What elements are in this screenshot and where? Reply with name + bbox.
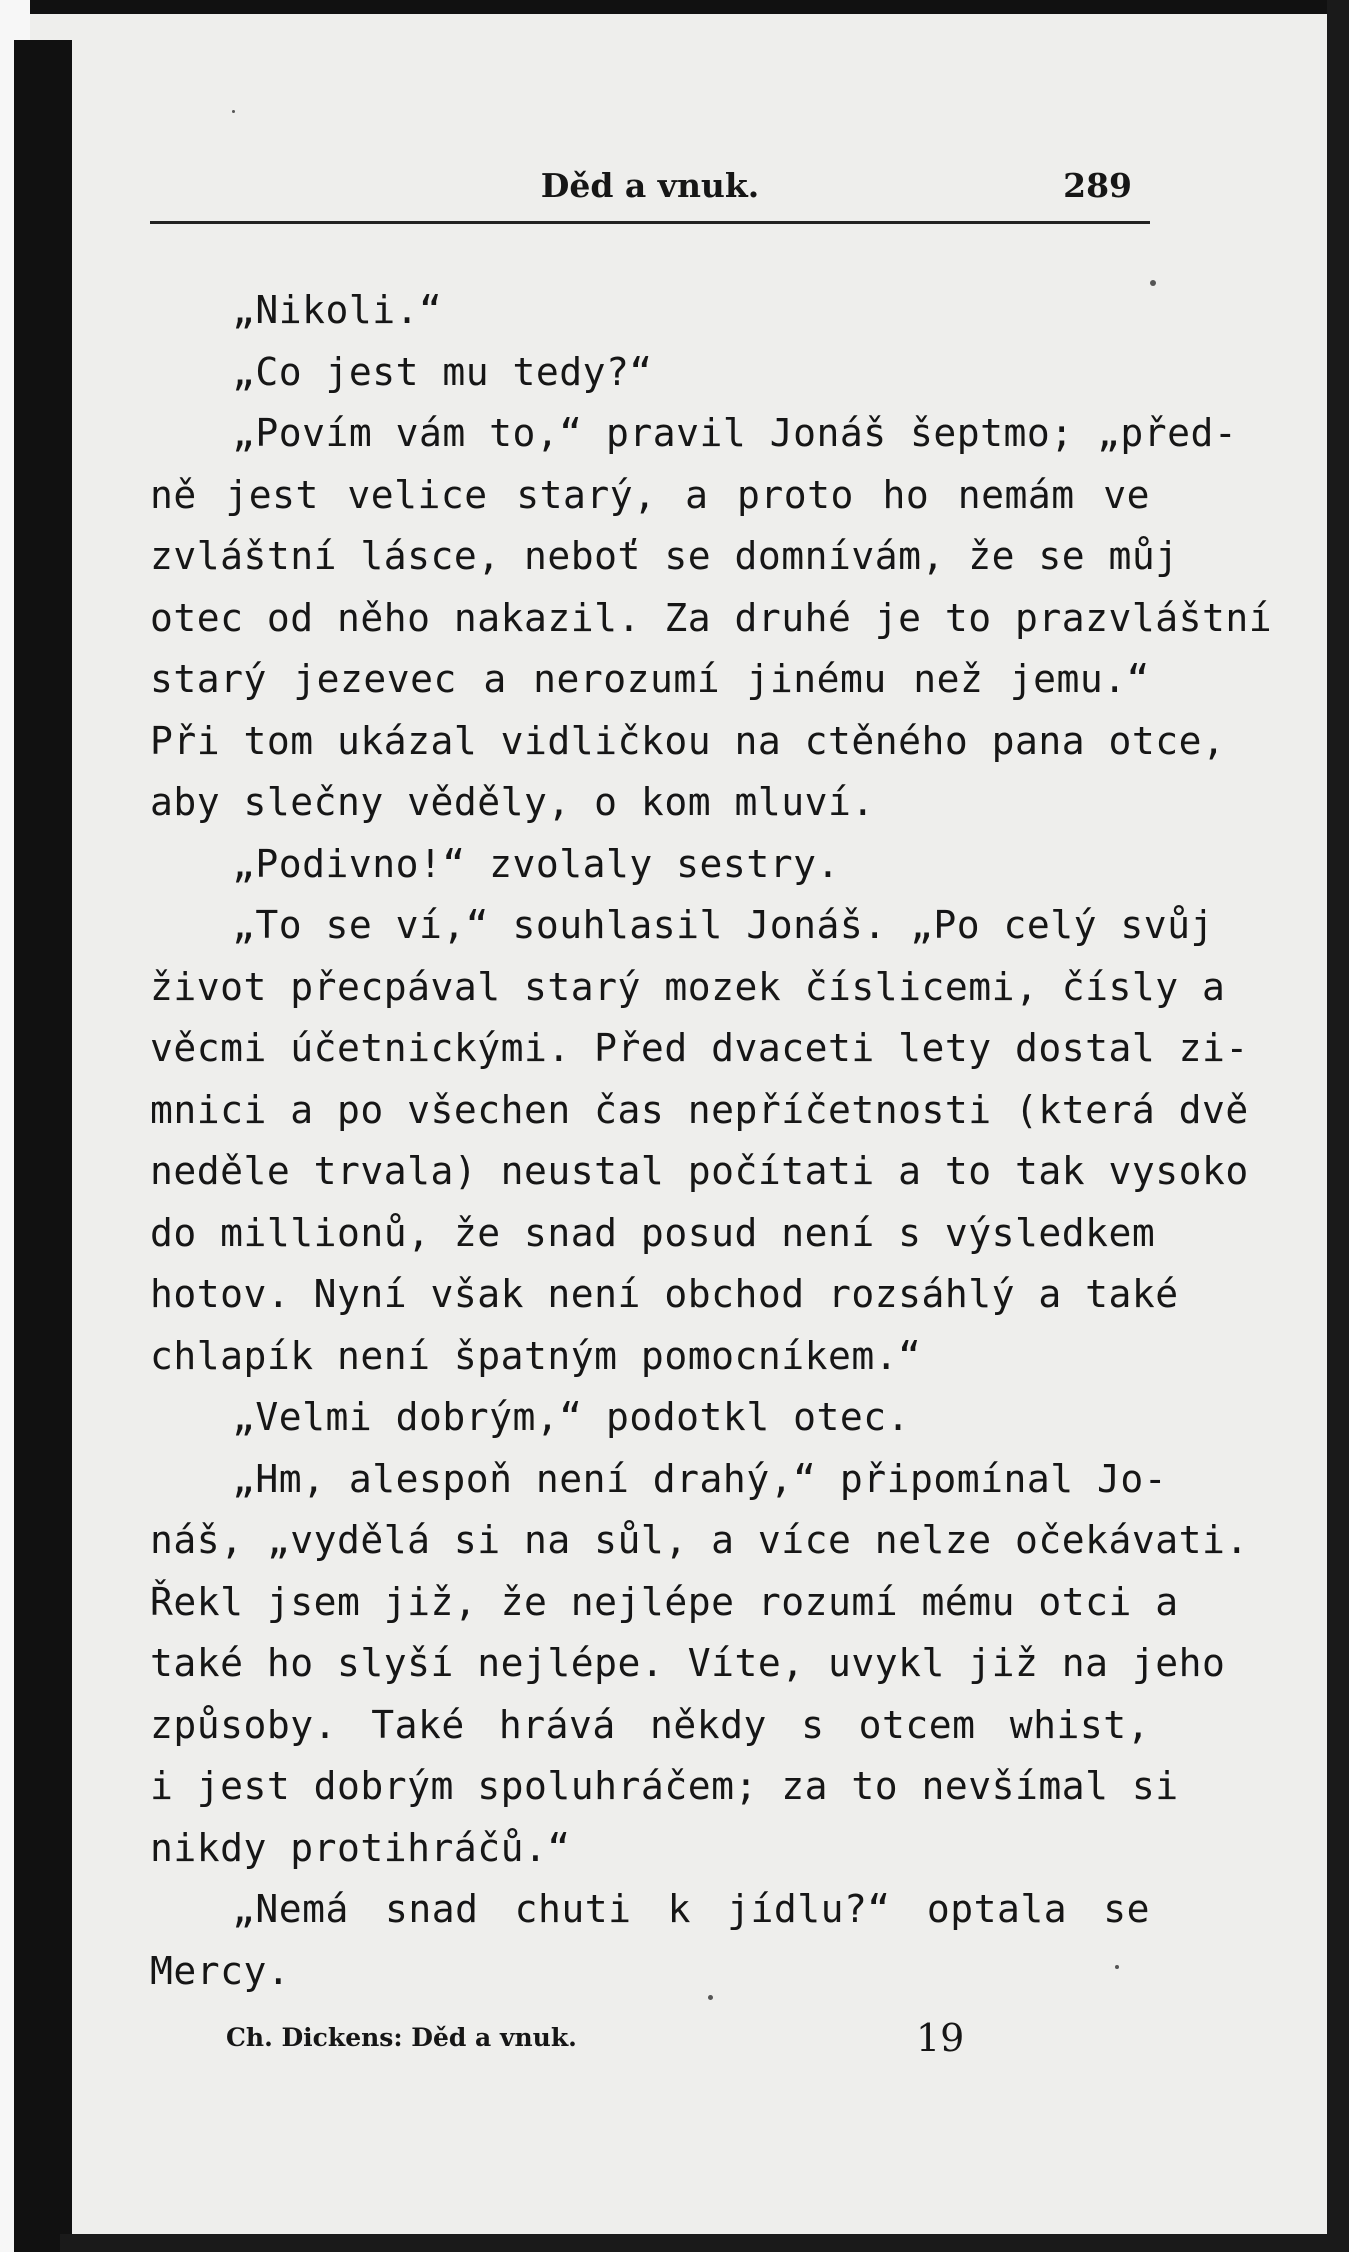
- text-line: také ho slyší nejlépe. Víte, uvykl již na jeho: [150, 1641, 1226, 1685]
- text-line: starý jezevec a nerozumí jinému než jemu.“: [150, 657, 1150, 701]
- text-line: věcmi účetnickými. Před dvaceti lety dostal zi-: [150, 1026, 1249, 1070]
- scan-right-border: [1327, 0, 1349, 2252]
- text-line: aby slečny věděly, o kom mluví.: [150, 780, 875, 824]
- text-line: „Povím vám to,“ pravil Jonáš šeptmo; „před-: [232, 411, 1238, 455]
- text-line: způsoby. Také hrává někdy s otcem whist,: [150, 1702, 1150, 1747]
- text-line: „Nikoli.“: [232, 288, 443, 332]
- text-line: Mercy.: [150, 1948, 291, 1993]
- text-line: náš, „vydělá si na sůl, a více nelze očekávati.: [150, 1518, 1249, 1562]
- running-title: Děd a vnuk.: [540, 166, 760, 205]
- text-line: neděle trvala) neustal počítati a to tak vysoko: [150, 1149, 1249, 1193]
- text-line: život přecpával starý mozek číslicemi, čísly a: [150, 964, 1226, 1009]
- printer-signature: Ch. Dickens: Děd a vnuk.: [226, 2023, 577, 2052]
- header-rule: [150, 221, 1150, 224]
- text-line: do millionů, že snad posud není s výsledkem: [150, 1210, 1156, 1255]
- text-line: hotov. Nyní však není obchod rozsáhlý a také: [150, 1272, 1179, 1316]
- page-header: [150, 160, 1150, 212]
- body-text: [150, 280, 1273, 2002]
- scan-top-border: [0, 0, 1349, 14]
- text-line: otec od něho nakazil. Za druhé je to prazvláštní: [150, 595, 1273, 640]
- text-line: mnici a po všechen čas nepříčetnosti (která dvě: [150, 1087, 1249, 1132]
- text-line: i jest dobrým spoluhráčem; za to nevšímal si: [150, 1764, 1179, 1808]
- text-line: ně jest velice starý, a proto ho nemám ve: [150, 472, 1150, 517]
- text-line: „Co jest mu tedy?“: [232, 349, 653, 394]
- page-footer: [226, 2012, 1026, 2064]
- scan-bottom-border: [60, 2234, 1349, 2252]
- text-line: „Podivno!“ zvolaly sestry.: [232, 841, 840, 886]
- text-line: „Nemá snad chuti k jídlu?“ optala se: [232, 1887, 1150, 1931]
- sheet-number: 19: [916, 2016, 965, 2060]
- page-number: 289: [1063, 166, 1132, 205]
- book-spine-shadow: [14, 40, 72, 2252]
- text-line: „Hm, alespoň není drahý,“ připomínal Jo-: [232, 1456, 1168, 1501]
- text-line: „Velmi dobrým,“ podotkl otec.: [232, 1395, 910, 1439]
- text-line: Při tom ukázal vidličkou na ctěného pana otce,: [150, 718, 1226, 763]
- text-line: chlapík není špatným pomocníkem.“: [150, 1333, 922, 1378]
- text-line: Řekl jsem již, že nejlépe rozumí mému otci a: [150, 1579, 1179, 1624]
- print-speck: [1150, 280, 1156, 286]
- text-line: „To se ví,“ souhlasil Jonáš. „Po celý svůj: [232, 903, 1214, 947]
- print-speck: [232, 110, 235, 113]
- text-line: zvláštní lásce, neboť se domnívám, že se můj: [150, 534, 1179, 578]
- text-line: nikdy protihráčů.“: [150, 1825, 571, 1870]
